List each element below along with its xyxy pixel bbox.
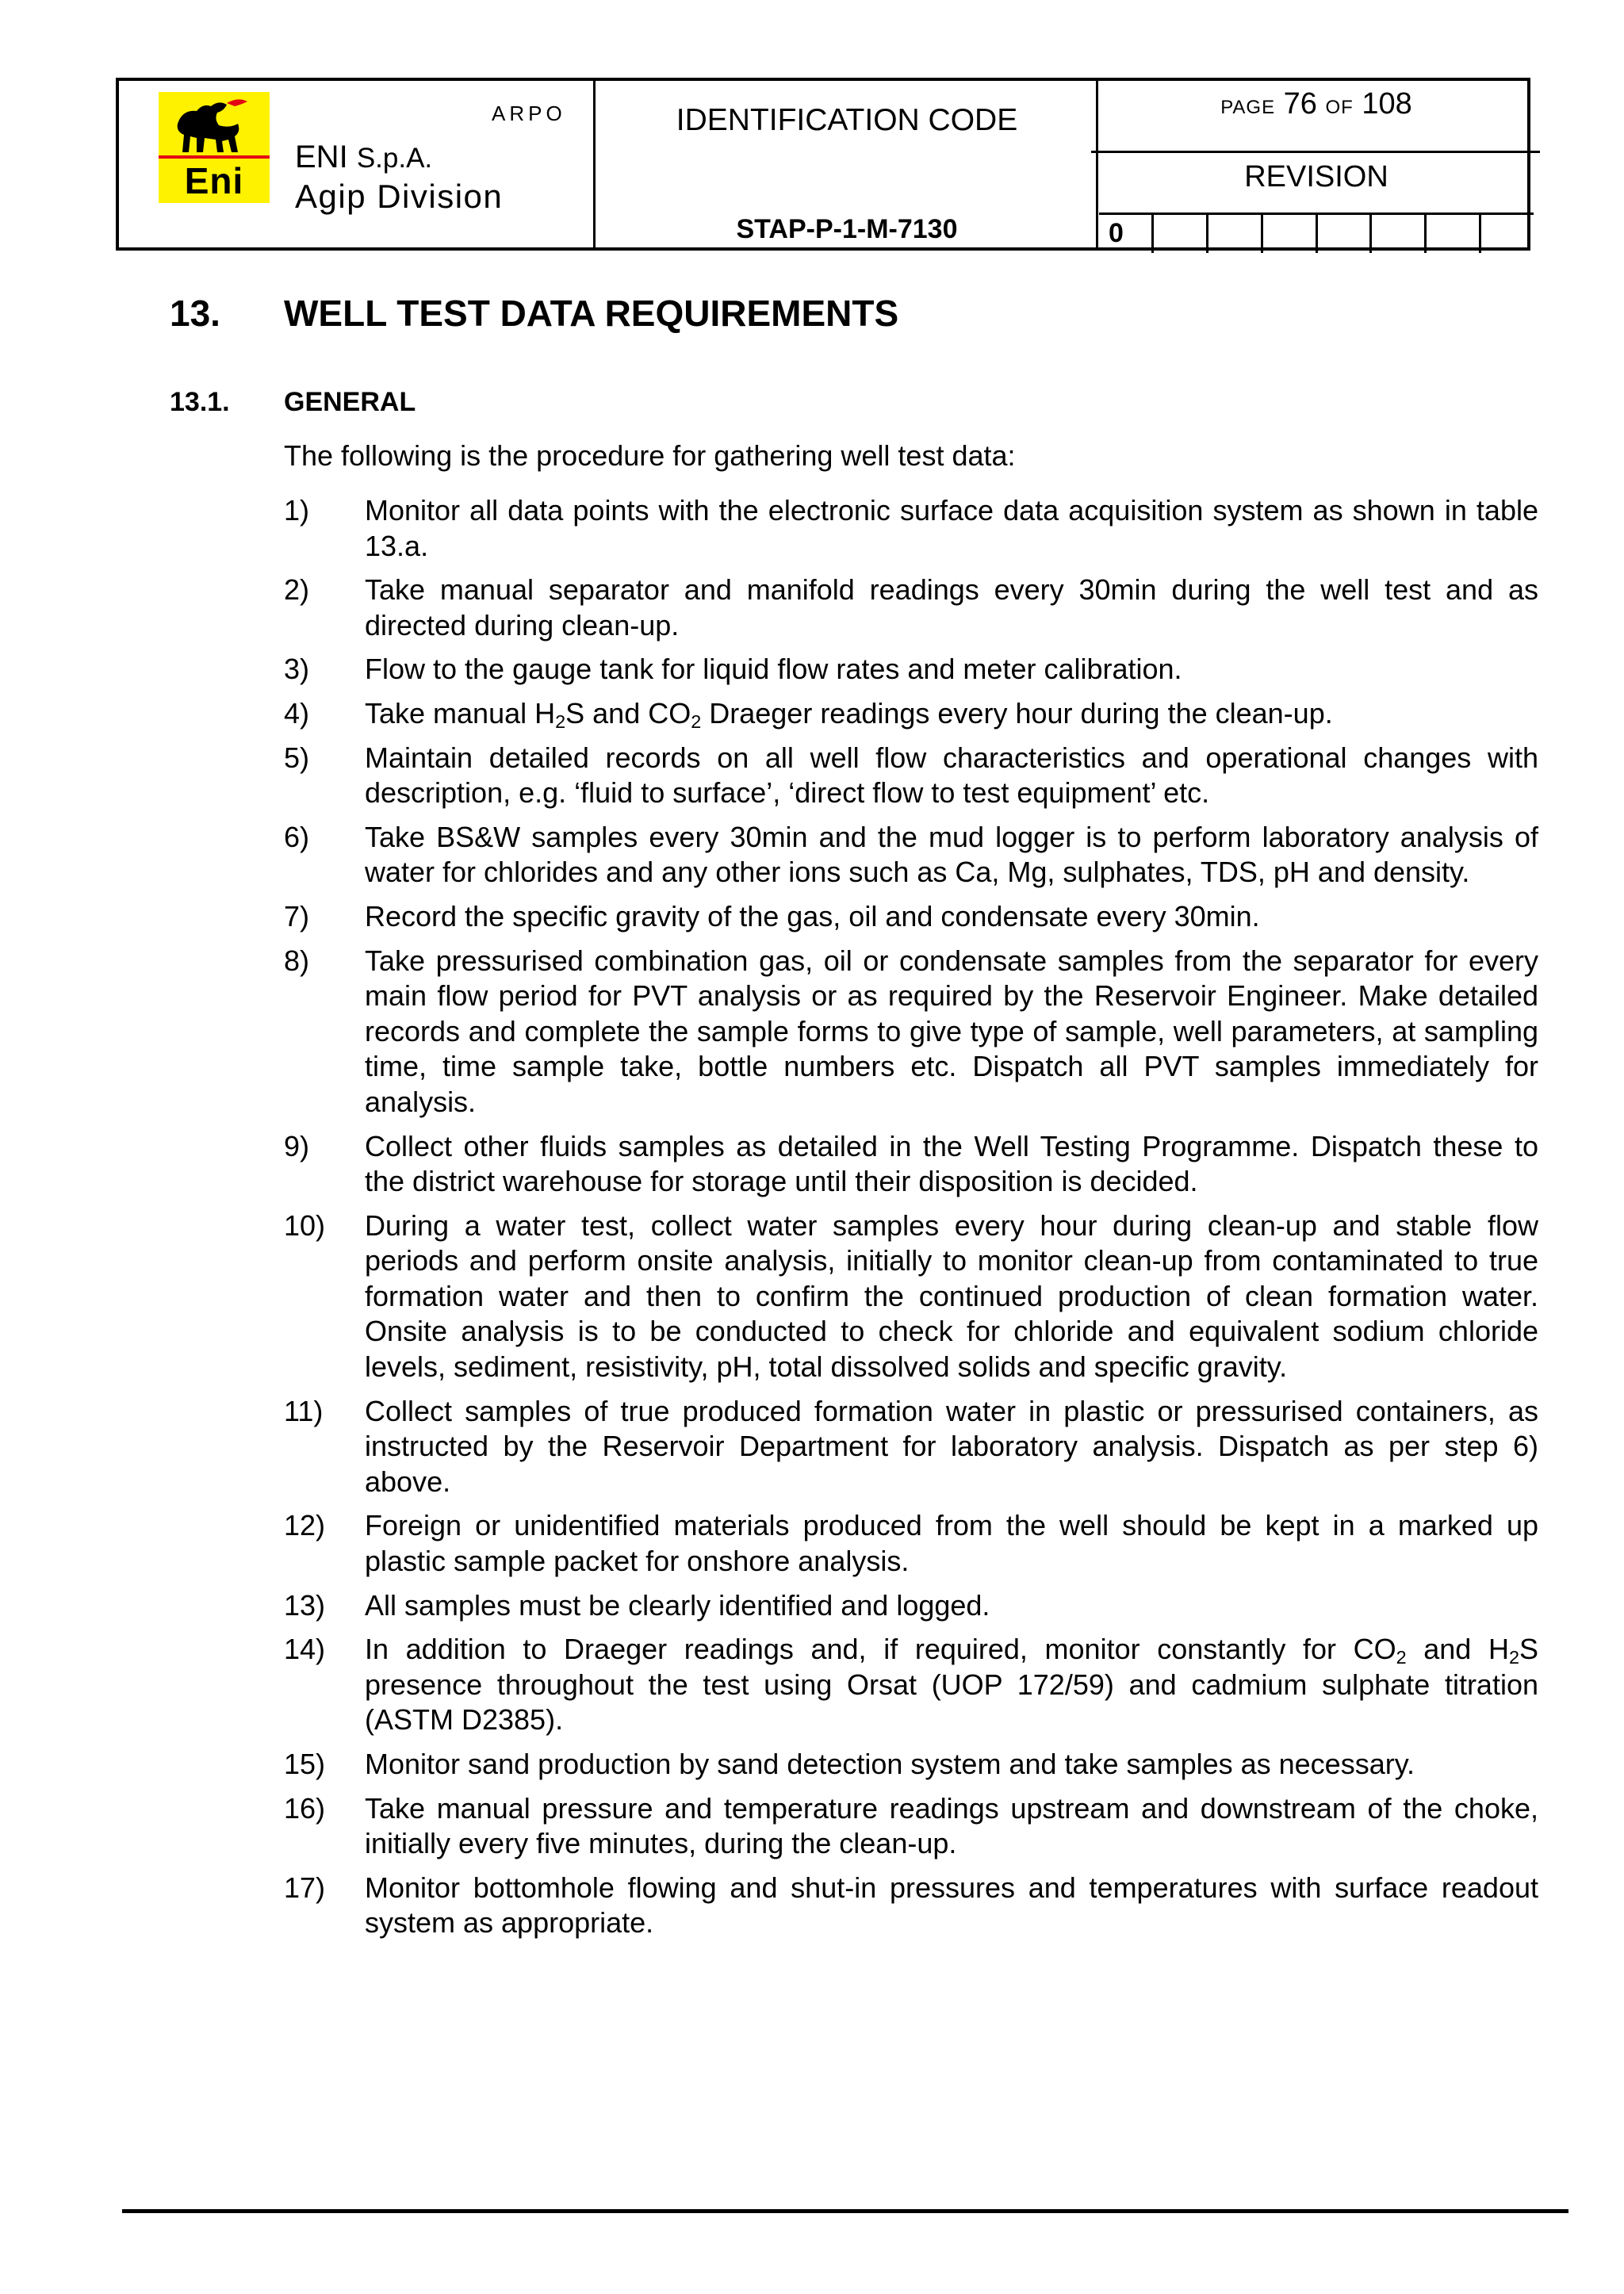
company-name-main: ENI xyxy=(295,140,348,174)
list-item-number: 10) xyxy=(284,1208,326,1242)
company-name xyxy=(295,140,432,175)
list-item-text: Maintain detailed records on all well flow characteristics and operational changes with description, e.g. ‘fluid to surface’, ‘direct flow to test equipment’ etc. xyxy=(365,741,1538,810)
header-divider xyxy=(1096,81,1098,247)
section-title: WELL TEST DATA REQUIREMENTS xyxy=(284,293,899,334)
revision-label: REVISION xyxy=(1244,160,1388,193)
list-item-text: Take BS&W samples every 30min and the mud logger is to perform laboratory analysis of water for chlorides and any other ions such as Ca, Mg, sulphates, TDS, pH and density. xyxy=(365,820,1538,889)
list-item xyxy=(284,944,1538,1120)
revision-cell xyxy=(1316,215,1370,253)
list-item-text: Monitor bottomhole flowing and shut-in pressures and temperatures with surface readout system as appropriate. xyxy=(365,1871,1538,1940)
logo-wordmark: Eni xyxy=(159,155,270,203)
intro-paragraph: The following is the procedure for gathering well test data: xyxy=(284,439,1016,472)
list-item-number: 5) xyxy=(284,741,310,774)
list-item-number: 13) xyxy=(284,1588,326,1622)
list-item xyxy=(284,1747,1538,1783)
subsection-title: GENERAL xyxy=(284,387,416,417)
section-number: 13. xyxy=(170,293,220,334)
footer-rule xyxy=(122,2209,1568,2213)
list-item xyxy=(284,1208,1538,1385)
list-item xyxy=(284,899,1538,935)
list-item-text: Take manual separator and manifold readings every 30min during the well test and as directed during clean-up. xyxy=(365,573,1538,641)
revision-value: 0 xyxy=(1109,218,1124,248)
page-word: PAGE xyxy=(1220,97,1276,118)
list-item-number: 8) xyxy=(284,944,310,977)
list-item xyxy=(284,1588,1538,1624)
list-item-text: Record the specific gravity of the gas, oil and condensate every 30min. xyxy=(365,899,1260,933)
identification-code-value: STAP-P-1-M-7130 xyxy=(736,214,958,244)
division-name: Agip Division xyxy=(295,178,504,215)
list-item-number: 12) xyxy=(284,1509,326,1542)
page-number xyxy=(1099,87,1534,121)
list-item xyxy=(284,1791,1538,1862)
revision-cell xyxy=(1206,215,1261,253)
list-item-number: 3) xyxy=(284,653,310,686)
list-item-text: Collect other fluids samples as detailed in the Well Testing Programme. Dispatch these to the district warehouse for storage until their disposition is decided. xyxy=(365,1129,1538,1198)
list-item xyxy=(284,1871,1538,1941)
six-legged-dog-icon xyxy=(159,92,270,160)
list-item xyxy=(284,741,1538,811)
list-item-text: Take pressurised combination gas, oil or condensate samples from the separator for every main flow period for PVT analysis or as required by the Reservoir Engineer. Make detailed records and complete the sample forms to give type of sample, well parameters, at sampling time, time sample take, bottle numbers etc. Dispatch all PVT samples immediately for analysis. xyxy=(365,944,1538,1118)
identification-code-label: IDENTIFICATION CODE xyxy=(676,103,1018,137)
list-item xyxy=(284,1632,1538,1738)
revision-cell xyxy=(1261,215,1316,253)
list-item-number: 17) xyxy=(284,1871,326,1904)
header-divider xyxy=(1091,151,1540,153)
procedure-list xyxy=(284,493,1538,1950)
list-item-number: 14) xyxy=(284,1633,326,1666)
list-item-text: In addition to Draeger readings and, if required, monitor constantly for $CO_2$ and $H_2S$ presence throughout the test using Orsat (UOP 172/59) and cadmium sulphate titration (ASTM D2385). xyxy=(365,1633,1538,1737)
eni-logo xyxy=(159,92,270,203)
subsection-heading xyxy=(170,387,416,418)
list-item xyxy=(284,1129,1538,1200)
list-item-text: Foreign or unidentified materials produced from the well should be kept in a marked up plastic sample packet for onshore analysis. xyxy=(365,1509,1538,1578)
section-heading xyxy=(170,292,898,335)
company-logo-cell xyxy=(119,81,593,247)
list-item-number: 15) xyxy=(284,1748,326,1780)
list-item-number: 16) xyxy=(284,1791,326,1825)
list-item-number: 11) xyxy=(284,1394,324,1427)
list-item-number: 9) xyxy=(284,1129,310,1162)
page-current: 76 xyxy=(1283,87,1317,121)
list-item xyxy=(284,820,1538,890)
list-item-text: Collect samples of true produced formation water in plastic or pressurised containers, as instructed by the Reservoir Department for laboratory analysis. Dispatch as per step 6) above. xyxy=(365,1394,1538,1498)
list-item-text: Take manual pressure and temperature readings upstream and downstream of the choke, initially every five minutes, during the clean-up. xyxy=(365,1791,1538,1860)
list-item-number: 1) xyxy=(284,494,310,527)
list-item-text: Flow to the gauge tank for liquid flow rates and meter calibration. xyxy=(365,653,1182,686)
list-item xyxy=(284,652,1538,687)
list-item xyxy=(284,1394,1538,1500)
revision-cell xyxy=(1151,215,1206,253)
document-header xyxy=(116,78,1530,251)
revision-cell xyxy=(1369,215,1424,253)
list-item-text: Monitor all data points with the electronic surface data acquisition system as shown in table 13.a. xyxy=(365,494,1538,562)
company-name-suffix: S.p.A. xyxy=(356,143,433,174)
revision-row xyxy=(1099,213,1534,253)
list-item-number: 4) xyxy=(284,696,310,730)
arpo-label: ARPO xyxy=(492,101,566,125)
page-total: 108 xyxy=(1362,87,1412,121)
list-item-number: 6) xyxy=(284,820,310,853)
of-word: OF xyxy=(1325,97,1354,118)
list-item-text: During a water test, collect water samples every hour during clean-up and stable flow periods and perform onsite analysis, initially to monitor clean-up from contaminated to true formation water and then to confirm the continued production of clean formation water. Onsite analysis is to be conducted to check for chloride and equivalent sodium chloride levels, sediment, resistivity, pH, total dissolved solids and specific gravity. xyxy=(365,1208,1538,1384)
list-item-number: 2) xyxy=(284,573,310,607)
list-item-text: Take manual $H_2S$ and $CO_2$ Draeger readings every hour during the clean-up. xyxy=(365,696,1333,732)
list-item xyxy=(284,493,1538,564)
subsection-number: 13.1. xyxy=(170,387,230,417)
list-item-number: 7) xyxy=(284,899,310,933)
list-item-text: All samples must be clearly identified and logged. xyxy=(365,1588,990,1622)
list-item xyxy=(284,1508,1538,1579)
revision-cell xyxy=(1424,215,1479,253)
list-item xyxy=(284,696,1538,732)
list-item xyxy=(284,573,1538,643)
list-item-text: Monitor sand production by sand detection system and take samples as necessary. xyxy=(365,1748,1415,1780)
revision-cell xyxy=(1479,215,1534,253)
